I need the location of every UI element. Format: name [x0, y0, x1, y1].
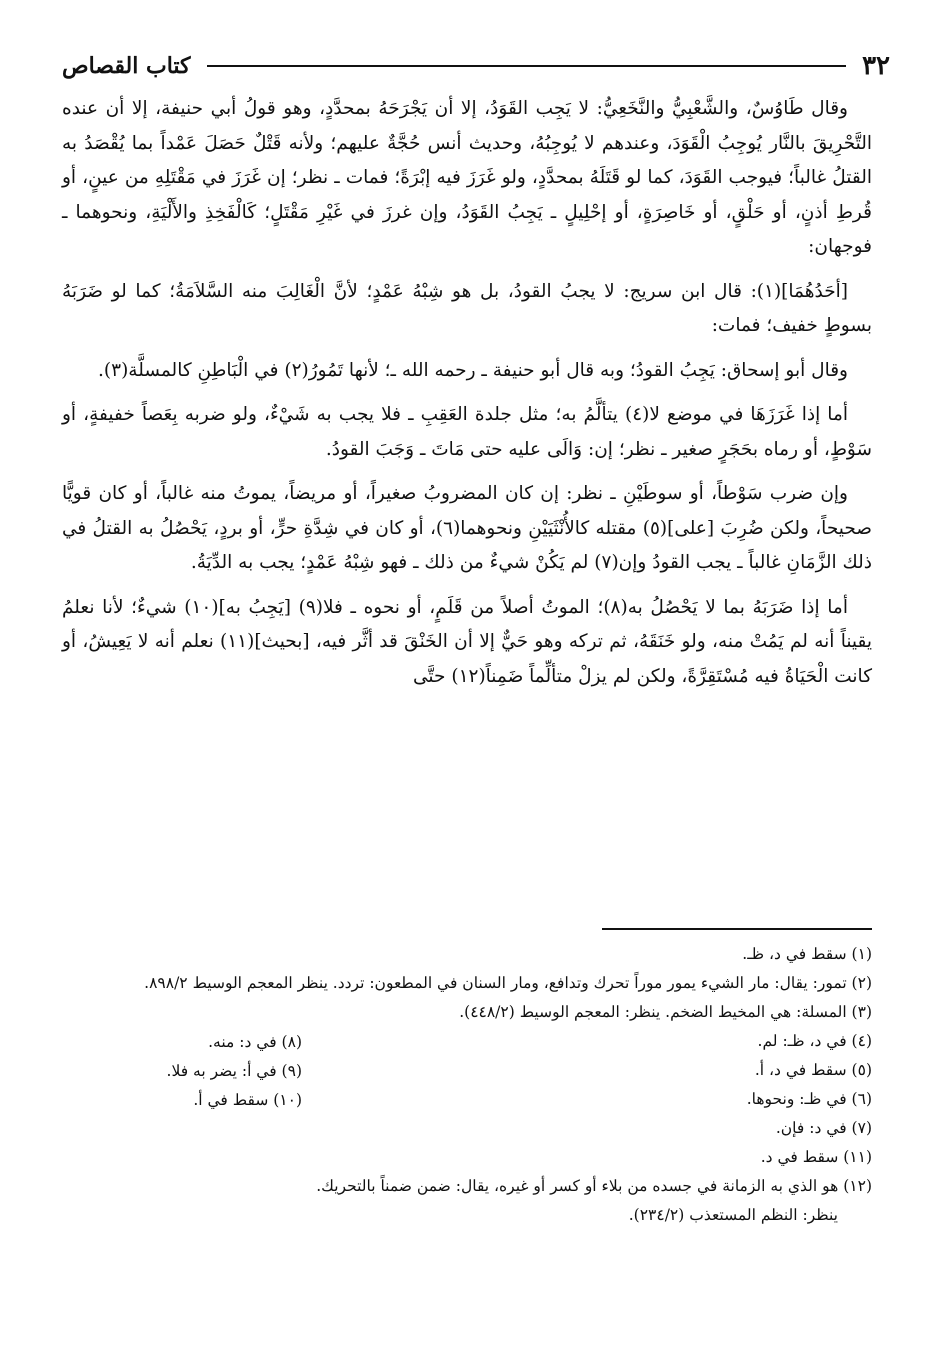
- footnote: (١١) سقط في د.: [760, 1148, 872, 1166]
- footnote-column-right: [302, 1027, 872, 1172]
- footnote-column-left: [62, 1027, 302, 1172]
- paragraph: أما إذا غَرَزَهَا في موضع لا(٤) يتألَّمُ به؛ مثل جلدة العَقِبِ ـ فلا يجب به شَيْءٌ، ولو ضربه بِعَصاً خفيفةٍ، أو سَوْطٍ، أو رماه بحَجَرٍ صغير ـ نظر؛ إن: وَالَى عليه حتى مَاتَ ـ وَجَبَ القودُ.: [62, 404, 872, 460]
- footnote: (٦) في ظـ: ونحوها.: [746, 1090, 872, 1108]
- footnote: (٨) في د: منه.: [208, 1033, 302, 1051]
- header-rule: [207, 65, 847, 67]
- footnote: (٥) سقط في د، أ.: [754, 1061, 872, 1079]
- footnote: (١٢) هو الذي به الزمانة في جسده من بلاء أو كسر أو غيره، يقال: ضمن ضمناً بالتحريك.: [316, 1177, 872, 1195]
- footnote: (٤) في د، ظـ: لم.: [757, 1032, 872, 1050]
- book-title: كتاب القصاص: [62, 53, 191, 79]
- footnote: (٢) تمور: يقال: مار الشيء يمور موراً تحرك وتدافع، ومار السنان في المطعون: تردد. ينظر المعجم الوسيط ٨٩٨/٢.: [144, 974, 872, 992]
- page-header: [62, 44, 890, 88]
- paragraph: أما إذا ضَرَبَهُ بما لا يَحْصُلُ به(٨)؛ الموتُ أصلاً من قَلَمٍ، أو نحوه ـ فلا(٩) [يَجِبُ به](١٠) شيءٌ؛ لأنا نعلمُ يقيناً أنه لم يَمُتْ منه، ولو خَنَقَهُ، ثم تركه وهو حَيٌّ إلا أن الخَنْقَ قد أثَّر فيه، [بحيث](١١) نعلم أنه لا يَعِيشُ، أو كانت الْحَيَاةُ فيه مُسْتَقِرَّةً، ولكن لم يزلْ متألِّماً ضَمِناً(١٢) حتَّى: [62, 596, 872, 687]
- footnote: (١٠) سقط في أ.: [193, 1091, 302, 1109]
- paragraph: وقال أبو إسحاق: يَجِبُ القودُ؛ وبه قال أبو حنيفة ـ رحمه الله ـ؛ لأنها تَمُورُ(٢) في الْبَاطِنِ كالمسلَّة(٣).: [98, 359, 848, 381]
- main-text: [62, 92, 872, 704]
- footnotes: [62, 940, 872, 1230]
- footnote-continuation: ينظر: النظم المستعذب (٢٣٤/٢).: [628, 1206, 838, 1224]
- paragraph: وقال طَاوُسٌ، والشَّعْبِيُّ والنَّخَعِيُّ: لا يَجِب القَوَدُ، إلا أن يَجْرَحَهُ بمحدَّدٍ، وهو قولُ أبي حنيفة، إلا أن عنده التَّحْرِيقَ بالنَّار يُوجِبُ الْقَوَدَ، وعندهم لا يُوجِبُهُ، وحديث أنس حُجَّةٌ عليهم؛ ولأنه قَتْلٌ حَصَلَ عَمْداً بما يُقْصَدُ به القتلُ غالباً؛ فيوجب القَوَدَ، كما لو قَتَلَهُ بمحدَّدٍ، ولو غَرَزَ فيه إبْرَةً؛ فمات ـ نظر؛ إن غَرَزَ في مَقْتَلِهِ من عينٍ، أو قُرطِ أذنٍ، أو حَلْقٍ، أو خَاصِرَةٍ، أو إحْلِيلٍ ـ يَجِبُ القَوَدُ، وإن غرزَ في غَيْرِ مَقْتَلٍ؛ كَالْفَخِذِ والأَلْيَةِ، ونحوهما ـ فوجهان:: [62, 98, 873, 257]
- footnote: (٩) في أ: يضر به فلا.: [166, 1062, 302, 1080]
- paragraph: وإن ضرب سَوْطاً، أو سوطَيْنِ ـ نظر: إن كان المضروبُ صغيراً، أو مريضاً، يموتُ منه غالباً، أو كان قويًّا صحيحاً، ولكن ضُرِبَ [على](٥) مقتله كالأُنْثَيَيْنِ ونحوهما(٦)، أو كان في شِدَّةِ حرٍّ، أو بردٍ، يَحْصُلُ به القتلُ في ذلك الزَّمَانِ غالباً ـ يجب القودُ وإن(٧) لم يَكُنْ شيءٌ من ذلك ـ فهو شِبْهُ عَمْدٍ؛ يجب به الدِّيَةُ.: [62, 483, 872, 573]
- footnote: (٧) في د: فإن.: [775, 1119, 872, 1137]
- page-number: ٣٢: [862, 51, 890, 81]
- footnote-columns: [62, 1027, 872, 1172]
- paragraph: [أحَدُهُمَا](١): قال ابن سريج: لا يجبُ القودُ، بل هو شِبْهُ عَمْدٍ؛ لأنَّ الْغَالِبَ منه السَّلاَمَةُ؛ كما لو ضَرَبَهُ بسوطٍ خفيف؛ فمات:: [62, 280, 872, 336]
- footnote: (٣) المسلة: هي المخيط الضخم. ينظر: المعجم الوسيط (٤٤٨/٢).: [459, 1003, 872, 1021]
- footnote: (١) سقط في د، ظـ.: [742, 945, 872, 963]
- footnote-separator: [602, 928, 872, 930]
